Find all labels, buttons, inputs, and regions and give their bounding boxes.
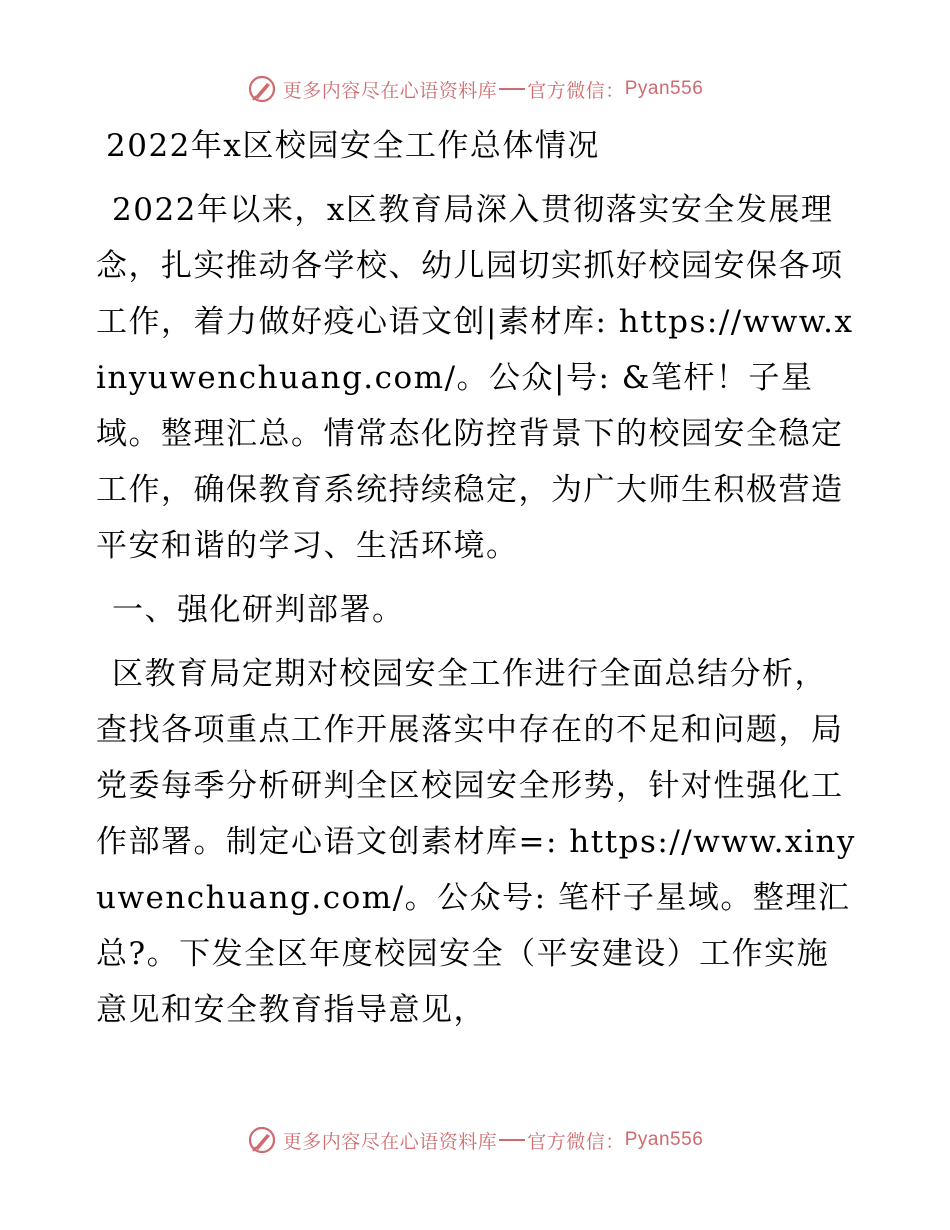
section-heading-1: 一、强化研判部署。 [112, 592, 405, 628]
watermark-text: 更多内容尽在心语资料库 [282, 79, 498, 102]
document-title: 2022年x区校园安全工作总体情况 [106, 128, 600, 164]
watermark-text: 更多内容尽在心语资料库 [282, 1130, 498, 1153]
watermark-official-label: 官方微信： [527, 79, 625, 102]
quill-logo-icon [247, 1125, 277, 1155]
watermark-banner-bottom [0, 1123, 950, 1157]
watermark-official-label: 官方微信： [527, 1130, 625, 1153]
document-body [96, 118, 856, 1046]
watermark-banner-top [0, 72, 950, 106]
paragraph-intro: 2022年以来，x区教育局深入贯彻落实安全发展理念，扎实推动各学校、幼儿园切实抓好校园安保各项工作，着力做好疫心语文创|素材库: https://www.xinyuwenchuang.com/。公众|号: &笔杆！子星域。整理汇总。情常态化防控背景下的校园安全稳定工作，确保教育系统持续稳定，为广大师生积极营造平安和谐的学习、生活环境。 [96, 192, 854, 564]
watermark-separator [499, 1139, 525, 1141]
watermark-wechat-id: Pyan556 [624, 78, 704, 99]
paragraph-section-1: 区教育局定期对校园安全工作进行全面总结分析，查找各项重点工作开展落实中存在的不足和问题，局党委每季分析研判全区校园安全形势，针对性强化工作部署。制定心语文创素材库=: https://www.xinyuwenchuang.com/。公众号: 笔杆子星域。整理汇总?。下发全区年度校园安全（平安建设）工作实施意见和安全教育指导意见， [96, 656, 856, 1028]
quill-logo-icon [247, 74, 277, 104]
watermark-separator [499, 88, 525, 90]
watermark-wechat-id: Pyan556 [624, 1129, 704, 1150]
